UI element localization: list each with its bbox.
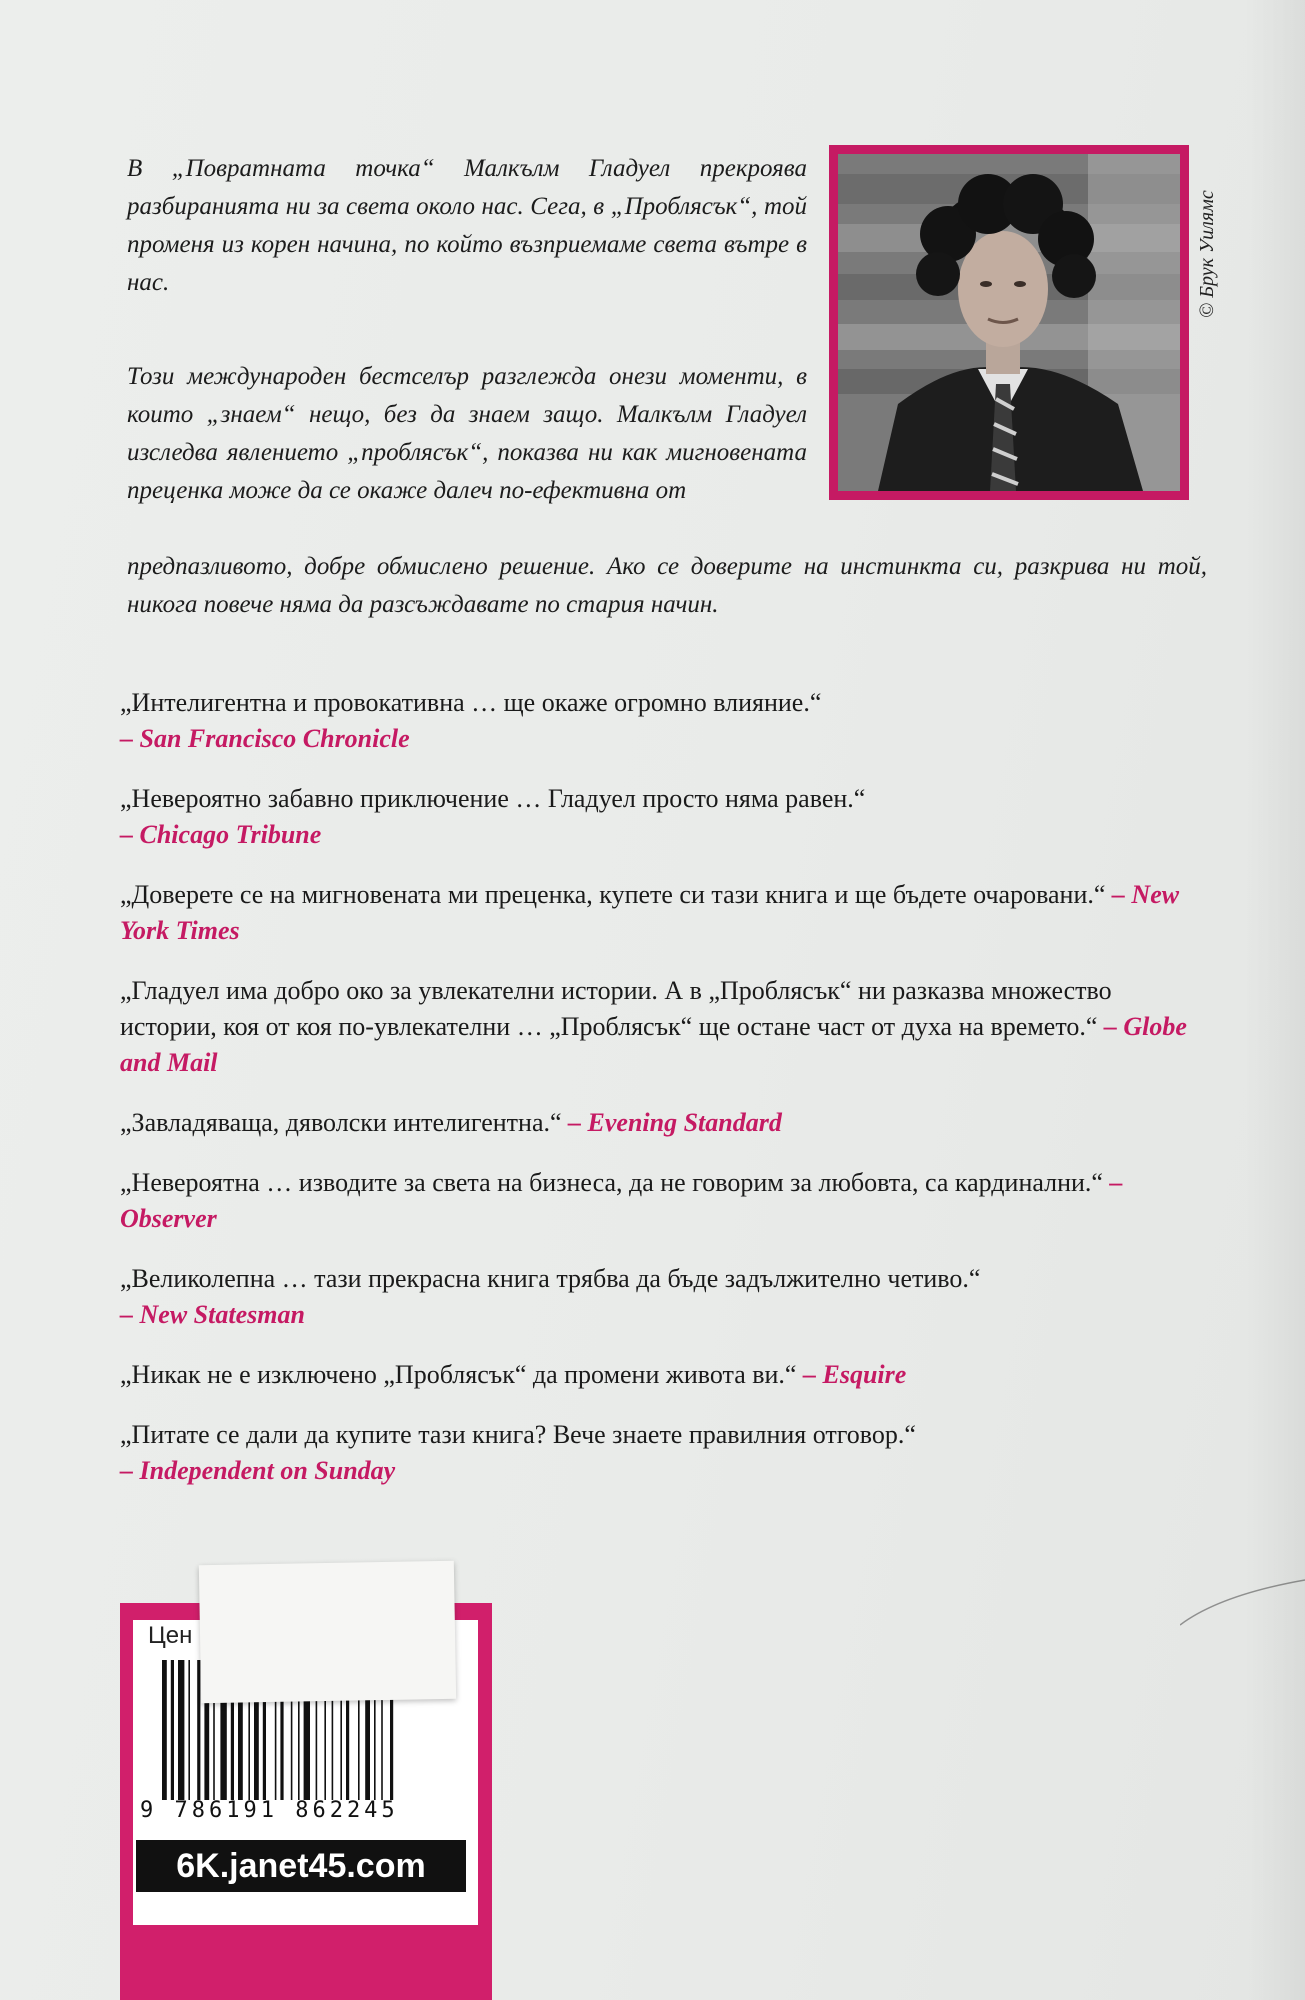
- author-photo-frame: [829, 145, 1189, 500]
- quote-source: – San Francisco Chronicle: [120, 724, 410, 753]
- quote-text: „Интелигентна и провокативна … ще окаже огромно влияние.“: [120, 688, 822, 717]
- quote-text: „Завладяваща, дяволски интелигентна.“: [120, 1108, 562, 1137]
- quote-text: „Невероятна … изводите за света на бизнеса, да не говорим за любовта, са кардинални.“: [120, 1168, 1103, 1197]
- quote-source: – Independent on Sunday: [120, 1456, 396, 1485]
- quote-text: „Гладуел има добро око за увлекателни истории. А в „Проблясък“ ни разказва множество истории, коя от коя по-увлекателни … „Проблясък“ ще остане част от духа на времето.“: [120, 976, 1112, 1041]
- review-quote: [120, 1417, 1200, 1489]
- review-quote: [120, 1357, 1200, 1393]
- review-quote: [120, 685, 1200, 757]
- review-quote: [120, 1105, 1200, 1141]
- quote-text: „Доверете се на мигновената ми преценка, купете си тази книга и ще бъдете очаровани.“: [120, 880, 1106, 909]
- quote-source: – Chicago Tribune: [120, 820, 322, 849]
- cover-crease-mark: [1180, 1575, 1305, 1635]
- review-quote: [120, 877, 1200, 949]
- cover-edge-shadow: [1245, 0, 1305, 2000]
- quote-text: „Никак не е изключено „Проблясък“ да промени живота ви.“: [120, 1360, 797, 1389]
- quote-source: – Globe and Mail: [120, 1012, 1187, 1077]
- quote-source: – Observer: [120, 1168, 1123, 1233]
- price-sticker: [199, 1561, 456, 1703]
- quote-source: – New York Times: [120, 880, 1180, 945]
- review-quotes: [120, 685, 1200, 1513]
- review-quote: [120, 973, 1200, 1081]
- quote-source: – Esquire: [802, 1360, 907, 1389]
- quote-source: – Evening Standard: [568, 1108, 782, 1137]
- barcode-bar: [188, 1660, 190, 1800]
- website-label: 6K.janet45.com: [136, 1840, 466, 1892]
- barcode-bar: [171, 1660, 174, 1800]
- intro-paragraph-3: предпазливото, добре обмислено решение. Ако се доверите на инстинкта си, разкрива ни той, никога повече няма да разсъждавате по стария начин.: [127, 553, 1207, 618]
- review-quote: [120, 1165, 1200, 1237]
- review-quote: [120, 781, 1200, 853]
- author-portrait-image: [838, 154, 1180, 491]
- photo-credit: © Брук Уилямс: [1196, 190, 1218, 318]
- barcode-bar: [162, 1660, 167, 1800]
- quote-text: „Питате се дали да купите тази книга? Вече знаете правилния отговор.“: [120, 1420, 916, 1449]
- review-quote: [120, 1261, 1200, 1333]
- quote-source: – New Statesman: [120, 1300, 305, 1329]
- intro-paragraph-2: Този международен бестселър разглежда онези моменти, в които „знаем“ нещо, без да знаем защо. Малкълм Гладуел изследва явлението „проблясък“, показва ни как мигновената преценка може да се окаже далеч по-ефективна от: [127, 363, 807, 504]
- barcode-bar: [178, 1660, 184, 1800]
- price-label: Цен: [148, 1622, 193, 1649]
- quote-text: „Великолепна … тази прекрасна книга трябва да бъде задължително четиво.“: [120, 1264, 981, 1293]
- quote-text: „Невероятно забавно приключение … Гладуел просто няма равен.“: [120, 784, 866, 813]
- author-photo: [838, 154, 1180, 491]
- intro-paragraph-1: В „Повратната точка“ Малкълм Гладуел прекроява разбиранията ни за света около нас. Сега, в „Проблясък“, той променя из корен начина, по който възприемаме света вътре в нас.: [127, 155, 807, 296]
- isbn-number: 9 786191 862245: [140, 1798, 399, 1823]
